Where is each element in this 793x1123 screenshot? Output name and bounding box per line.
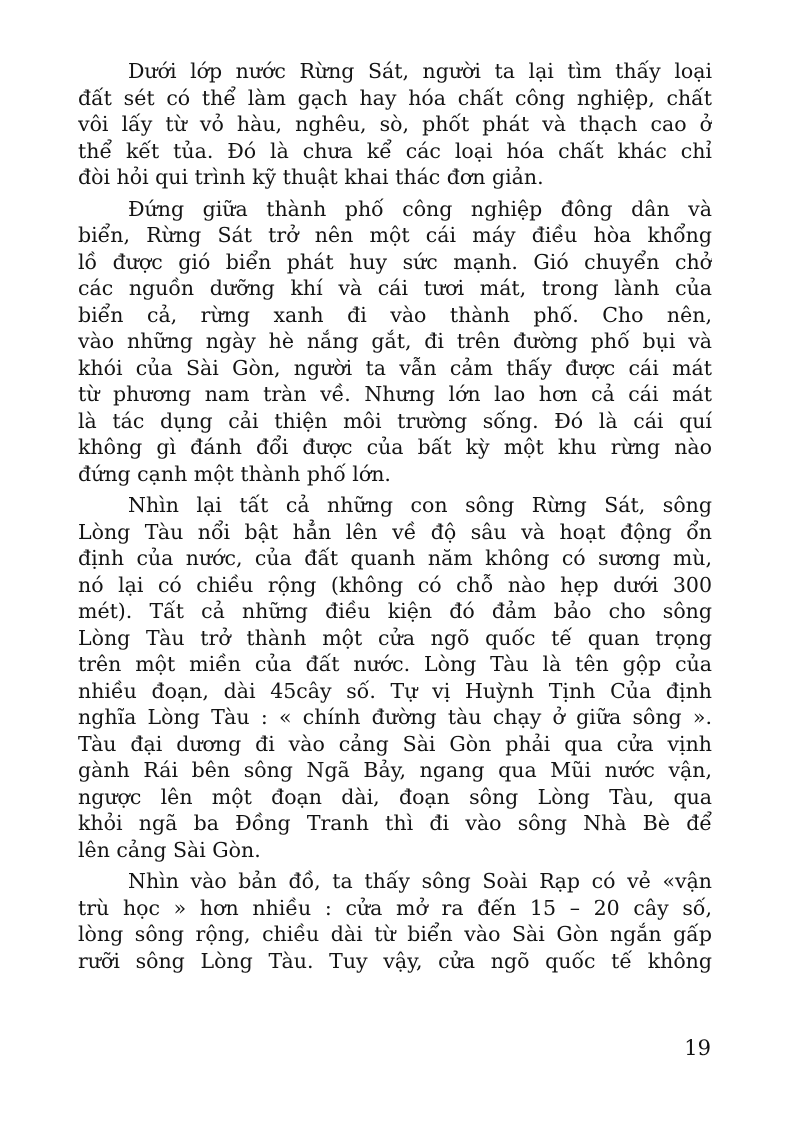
text-line: vào những ngày hè nắng gắt, đi trên đường phố bụi và <box>78 329 712 353</box>
text-line: Lòng Tàu nổi bật hẳn lên về độ sâu và hoạt động ổn <box>78 519 712 544</box>
text-line: rưỡi sông Lòng Tàu. Tuy vậy, cửa ngõ quốc tế không <box>78 948 712 973</box>
text-line: mét). Tất cả những điều kiện đó đảm bảo cho sông <box>78 599 712 623</box>
paragraph-4 <box>78 868 712 974</box>
paragraph-2 <box>78 196 712 488</box>
text-line: lồ được gió biển phát huy sức mạnh. Gió chuyển chở <box>78 249 712 274</box>
text-line: nghĩa Lòng Tàu : « chính đường tàu chạy ở giữa sông ». <box>78 705 712 729</box>
page-body <box>78 58 712 979</box>
text-line: nó lại có chiều rộng (không có chỗ nào hẹp dưới 300 <box>78 572 712 597</box>
text-line: lòng sông rộng, chiều dài từ biển vào Sài Gòn ngắn gấp <box>78 922 712 946</box>
text-line: Tàu đại dương đi vào cảng Sài Gòn phải qua cửa vịnh <box>78 731 712 756</box>
text-line: từ phương nam tràn về. Nhưng lớn lao hơn cả cái mát <box>78 382 712 406</box>
text-line: khói của Sài Gòn, người ta vẫn cảm thấy được cái mát <box>78 355 712 380</box>
text-line: thể kết tủa. Đó là chưa kể các loại hóa chất khác chỉ <box>78 138 712 163</box>
text-line: Đứng giữa thành phố công nghiệp đông dân và <box>128 196 712 221</box>
text-line: gành Rái bên sông Ngã Bảy, ngang qua Mũi nước vận, <box>78 758 712 782</box>
page-number: 19 <box>684 1036 711 1060</box>
text-line: các nguồn dưỡng khí và cái tươi mát, trong lành của <box>78 276 712 300</box>
text-line: Nhìn vào bản đồ, ta thấy sông Soài Rạp có vẻ «vận <box>128 869 712 893</box>
text-line: biển, Rừng Sát trở nên một cái máy điều hòa khổng <box>78 223 712 247</box>
text-line: vôi lấy từ vỏ hàu, nghêu, sò, phốt phát và thạch cao ở <box>78 112 712 136</box>
text-line: lên cảng Sài Gòn. <box>78 837 261 862</box>
text-line: khỏi ngã ba Đồng Tranh thì đi vào sông Nhà Bè để <box>78 811 712 835</box>
text-line: biển cả, rừng xanh đi vào thành phố. Cho nên, <box>78 302 712 327</box>
paragraph-1 <box>78 58 712 191</box>
text-line: Dưới lớp nước Rừng Sát, người ta lại tìm thấy loại <box>128 59 712 83</box>
text-line: đất sét có thể làm gạch hay hóa chất công nghiệp, chất <box>78 85 712 110</box>
text-line: nhiều đoạn, dài 45cây số. Tự vị Huỳnh Tịnh Của định <box>78 678 712 703</box>
paragraph-3 <box>78 492 712 863</box>
text-line: đứng cạnh một thành phố lớn. <box>78 461 391 486</box>
text-line: Lòng Tàu trở thành một cửa ngõ quốc tế quan trọng <box>78 625 712 650</box>
text-line: Nhìn lại tất cả những con sông Rừng Sát, sông <box>128 493 712 517</box>
text-line: là tác dụng cải thiện môi trường sống. Đó là cái quí <box>78 408 712 433</box>
text-line: không gì đánh đổi được của bất kỳ một khu rừng nào <box>78 435 712 459</box>
text-line: định của nước, của đất quanh năm không có sương mù, <box>78 546 712 570</box>
text-line: trù học » hơn nhiều : cửa mở ra đến 15 – 20 cây số, <box>78 895 712 920</box>
text-line: ngược lên một đoạn dài, đoạn sông Lòng Tàu, qua <box>78 784 712 809</box>
text-line: trên một miền của đất nước. Lòng Tàu là tên gộp của <box>78 652 712 676</box>
text-line: đòi hỏi qui trình kỹ thuật khai thác đơn giản. <box>78 165 544 189</box>
